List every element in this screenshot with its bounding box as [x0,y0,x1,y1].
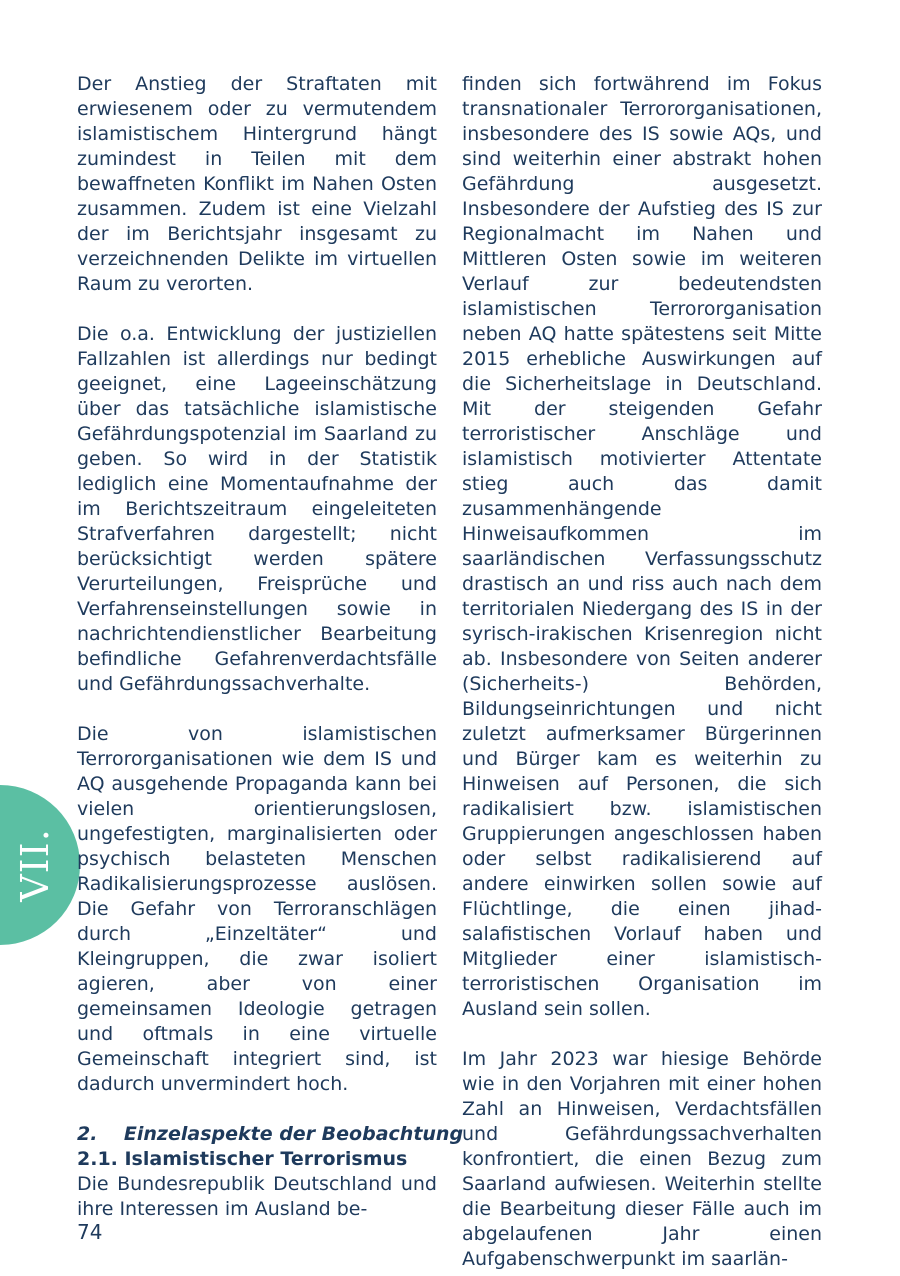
paragraph: Im Jahr 2023 war hiesige Behörde wie in den Vorjahren mit einer hohen Zahl an Hinweisen, Verdachtsfällen und Gefährdungssachverhalten konfrontiert, die einen Bezug zum Saarland aufwiesen. Weiterhin stellte die Bearbeitung dieser Fälle auch im abgelaufenen Jahr einen Aufgabenschwerpunkt im saarlän- [462,1048,822,1270]
paragraph: Die o.a. Entwicklung der justiziellen Fallzahlen ist allerdings nur bedingt geeignet, eine Lageeinschätzung über das tatsächliche islamistische Gefährdungspotenzial im Saarland zu geben. So wird in der Statistik lediglich eine Momentaufnahme der im Berichtszeitraum eingeleiteten Strafverfahren dargestellt; nicht berücksichtigt werden spätere Verurteilungen, Freisprüche und Verfahrenseinstellungen sowie in nachrichtendienstlicher Bearbeitung befindliche Gefahrenverdachtsfälle und Gefährdungssachverhalte. [77,323,437,695]
left-column [77,72,464,1222]
paragraph: Die von islamistischen Terrororganisationen wie dem IS und AQ ausgehende Propaganda kann bei vielen orientierungslosen, ungefestigten, marginalisierten oder psychisch belasteten Menschen Radikalisierungsprozesse auslösen. Die Gefahr von Terroranschlägen durch „Einzeltäter“ und Kleingruppen, die zwar isoliert agieren, aber von einer gemeinsamen Ideologie getragen und oftmals in eine virtuelle Gemeinschaft integriert sind, ist dadurch unvermindert hoch. [77,723,437,1095]
right-column [462,72,822,1272]
chapter-numeral: VII. [13,828,58,902]
paragraph: finden sich fortwährend im Fokus transnationaler Terrororganisationen, insbesondere des IS sowie AQs, und sind weiterhin einer abstrakt hohen Gefährdung ausgesetzt. Insbesondere der Aufstieg des IS zur Regionalmacht im Nahen und Mittleren Osten sowie im weiteren Verlauf zur bedeutendsten islamistischen Terrororganisation neben AQ hatte spätestens seit Mitte 2015 erhebliche Auswirkungen auf die Sicherheitslage in Deutschland. Mit der steigenden Gefahr terroristischer Anschläge und islamistisch motivierter Attentate stieg auch das damit zusammenhängende Hinweisaufkommen im saarländischen Verfassungsschutz drastisch an und riss auch nach dem territorialen Niedergang des IS in der syrisch-irakischen Krisenregion nicht ab. Insbesondere von Seiten anderer (Sicherheits-) Behörden, Bildungseinrichtungen und nicht zuletzt aufmerksamer Bürgerinnen und Bürger kam es weiterhin zu Hinweisen auf Personen, die sich radikalisiert bzw. islamistischen Gruppierungen angeschlossen haben oder selbst radikalisierend auf andere einwirken sollen sowie auf Flüchtlinge, die einen jihad-salafistischen Vorlauf haben und Mitglieder einer islamistisch-terroristischen Organisation im Ausland sein sollen. [462,73,822,1020]
paragraph: Die Bundesrepublik Deutschland und ihre Interessen im Ausland be- [77,1173,437,1220]
paragraph: Der Anstieg der Straftaten mit erwiesenem oder zu vermutendem islamistischem Hintergrund hängt zumindest in Teilen mit dem bewaffneten Konflikt im Nahen Osten zusammen. Zudem ist eine Vielzahl der im Berichtsjahr insgesamt zu verzeichnenden Delikte im virtuellen Raum zu verorten. [77,73,437,295]
subsection-heading: 2.1. Islamistischer Terrorismus [77,1148,408,1170]
chapter-tab-label [0,802,70,928]
section-heading: 2. Einzelaspekte der Beobachtung [77,1123,464,1145]
page-number: 74 [77,1220,103,1244]
